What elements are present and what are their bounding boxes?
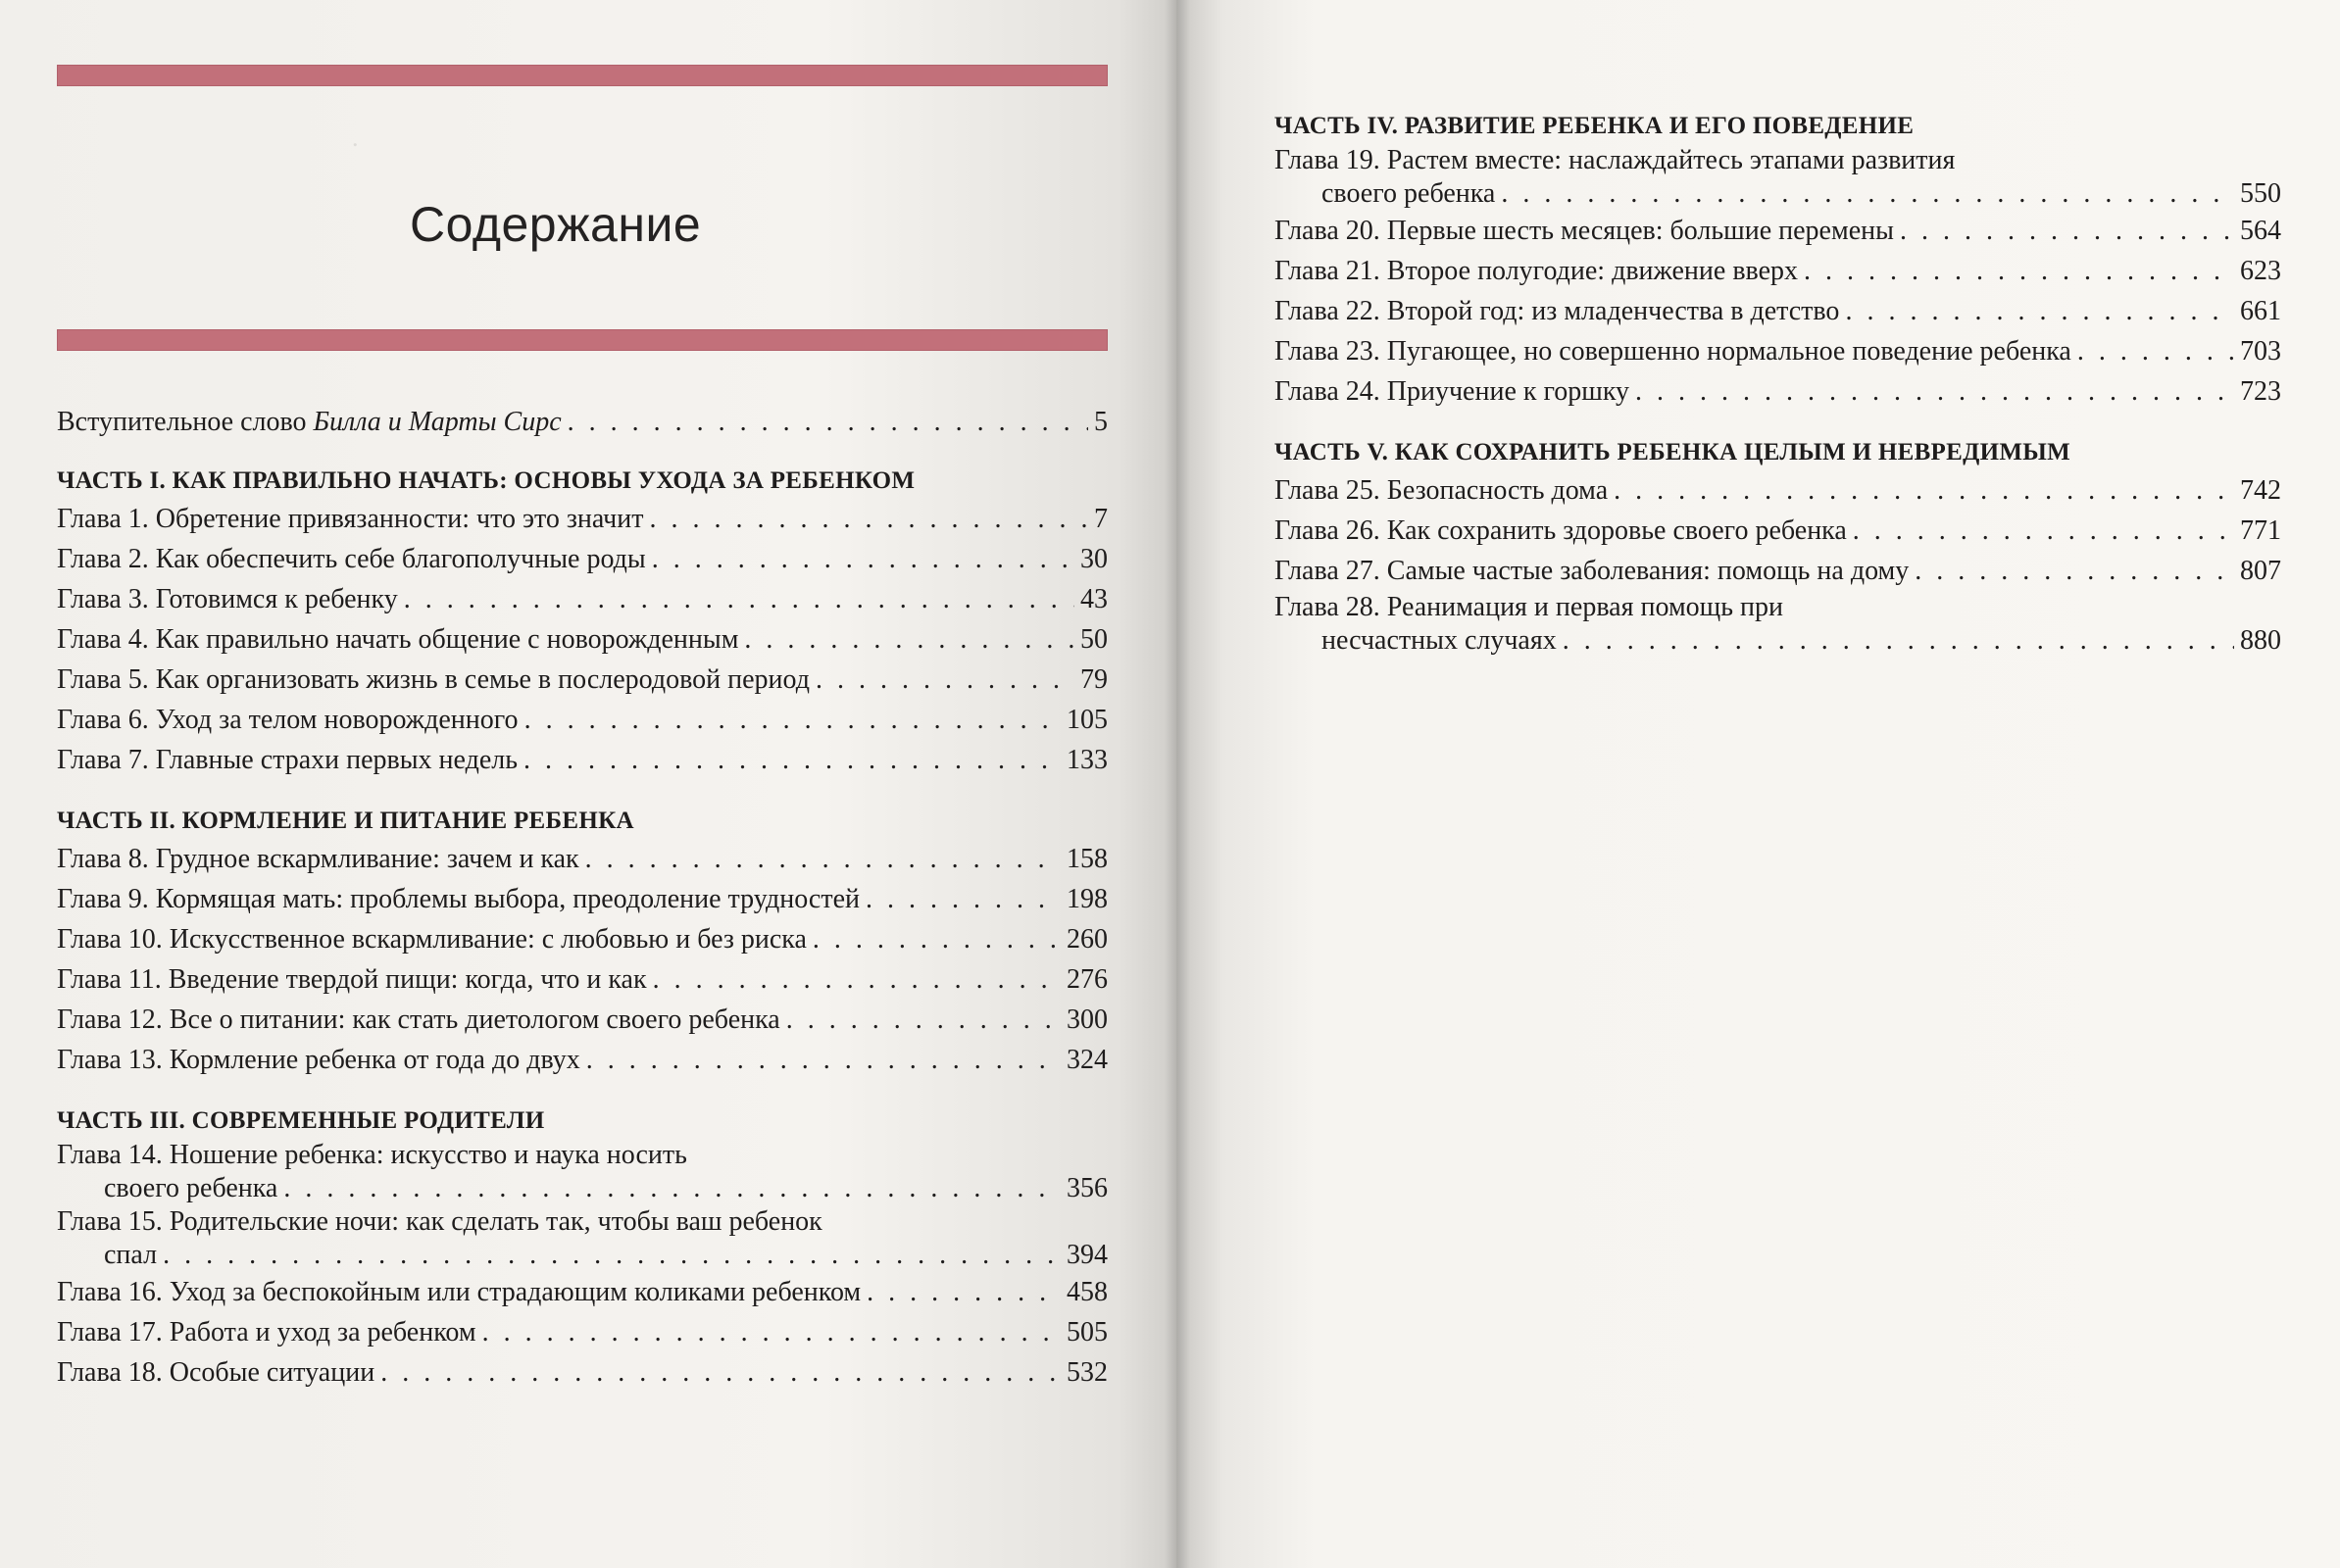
entry-page: 564 xyxy=(2240,216,2281,246)
leader-dots xyxy=(866,879,1061,919)
entry-page: 133 xyxy=(1067,745,1108,775)
entry-label: Глава 20. Первые шесть месяцев: большие перемены xyxy=(1274,216,1894,246)
toc-entry[interactable] xyxy=(57,1312,1108,1352)
entry-label: Глава 13. Кормление ребенка от года до двух xyxy=(57,1045,580,1075)
entry-label: Глава 4. Как правильно начать общение с новорожденным xyxy=(57,624,739,655)
entry-page: 79 xyxy=(1080,664,1108,695)
toc-entry[interactable] xyxy=(1274,371,2281,412)
entry-label-continued: своего ребенка xyxy=(1321,178,1496,209)
entry-label: Глава 8. Грудное вскармливание: зачем и как xyxy=(57,844,579,874)
entry-label-continued: своего ребенка xyxy=(104,1173,278,1203)
leader-dots xyxy=(380,1352,1061,1393)
part-heading[interactable]: ЧАСТЬ II. КОРМЛЕНИЕ И ПИТАНИЕ РЕБЕНКА xyxy=(57,808,634,834)
leader-dots xyxy=(1614,470,2234,511)
entry-page: 771 xyxy=(2240,515,2281,546)
entry-page: 50 xyxy=(1080,624,1108,655)
entry-label: Глава 23. Пугающее, но совершенно нормальное поведение ребенка xyxy=(1274,336,2071,367)
entry-label: Глава 15. Родительские ночи: как сделать так, чтобы ваш ребенок xyxy=(57,1206,822,1237)
entry-page: 300 xyxy=(1067,1004,1108,1035)
toc-entry[interactable] xyxy=(57,579,1108,619)
entry-label: Глава 10. Искусственное вскармливание: с любовью и без риска xyxy=(57,924,807,955)
toc-entry-foreword[interactable] xyxy=(57,402,1108,442)
entry-page: 276 xyxy=(1067,964,1108,995)
entry-label: Глава 7. Главные страхи первых недель xyxy=(57,745,519,775)
entry-page: 105 xyxy=(1067,705,1108,735)
entry-page: 703 xyxy=(2240,336,2281,367)
entry-label: Глава 2. Как обеспечить себе благополучные роды xyxy=(57,544,646,574)
toc-left-column xyxy=(57,402,1108,1420)
leader-dots xyxy=(653,959,1061,1000)
entry-label: Глава 28. Реанимация и первая помощь при xyxy=(1274,592,1783,622)
toc-entry[interactable] xyxy=(57,740,1108,780)
book-gutter xyxy=(1165,0,1190,1568)
toc-part xyxy=(1274,113,2281,412)
entry-label: Вступительное слово Билла и Марты Сирс xyxy=(57,407,562,437)
entry-label: Глава 24. Приучение к горшку xyxy=(1274,376,1630,407)
entry-page: 505 xyxy=(1067,1317,1108,1348)
entry-page: 723 xyxy=(2240,376,2281,407)
leader-dots xyxy=(404,579,1074,619)
entry-page: 807 xyxy=(2240,556,2281,586)
entry-label: Глава 17. Работа и уход за ребенком xyxy=(57,1317,476,1348)
toc-part xyxy=(57,467,1108,780)
entry-label: Глава 5. Как организовать жизнь в семье в послеродовой период xyxy=(57,664,810,695)
toc-part xyxy=(57,1107,1108,1393)
entry-page: 623 xyxy=(2240,256,2281,286)
toc-part xyxy=(1274,439,2281,658)
leader-dots xyxy=(482,1312,1061,1352)
toc-entry[interactable] xyxy=(57,619,1108,660)
entry-label: Глава 22. Второй год: из младенчества в детство xyxy=(1274,296,1840,326)
toc-entry[interactable] xyxy=(57,499,1108,539)
part-heading[interactable]: ЧАСТЬ III. СОВРЕМЕННЫЕ РОДИТЕЛИ xyxy=(57,1107,545,1134)
entry-label: Глава 9. Кормящая мать: проблемы выбора, преодоление трудностей xyxy=(57,884,860,914)
entry-page: 260 xyxy=(1067,924,1108,955)
leader-dots xyxy=(650,499,1089,539)
bottom-accent-bar xyxy=(57,329,1108,351)
leader-dots xyxy=(283,1172,1061,1205)
entry-label: Глава 19. Растем вместе: наслаждайтесь этапами развития xyxy=(1274,145,1956,175)
entry-continuation xyxy=(1274,624,2281,658)
entry-label: Глава 16. Уход за беспокойным или страдающим коликами ребенком xyxy=(57,1277,862,1307)
entry-page: 458 xyxy=(1067,1277,1108,1307)
toc-entry[interactable] xyxy=(57,839,1108,879)
leader-dots xyxy=(1853,511,2234,551)
toc-entry[interactable] xyxy=(57,1272,1108,1312)
entry-continuation xyxy=(57,1239,1108,1272)
entry-page: 7 xyxy=(1094,504,1108,534)
leader-dots xyxy=(1915,551,2234,591)
right-page xyxy=(1176,0,2340,1568)
toc-entry[interactable] xyxy=(57,1040,1108,1080)
toc-part xyxy=(57,808,1108,1080)
leader-dots xyxy=(816,660,1074,700)
leader-dots xyxy=(524,700,1061,740)
toc-entry[interactable] xyxy=(1274,211,2281,251)
leader-dots xyxy=(1501,177,2234,211)
leader-dots xyxy=(813,919,1061,959)
entry-continuation xyxy=(1274,177,2281,211)
toc-entry[interactable] xyxy=(1274,251,2281,291)
leader-dots xyxy=(744,619,1074,660)
toc-entry[interactable] xyxy=(57,1352,1108,1393)
entry-page: 880 xyxy=(2240,625,2281,656)
toc-entry[interactable] xyxy=(57,1205,1108,1272)
toc-entry[interactable] xyxy=(57,1000,1108,1040)
entry-label-continued: несчастных случаях xyxy=(1321,625,1557,656)
leader-dots xyxy=(1563,624,2234,658)
toc-entry[interactable] xyxy=(57,660,1108,700)
leader-dots xyxy=(2077,331,2234,371)
entry-label: Глава 12. Все о питании: как стать диетологом своего ребенка xyxy=(57,1004,780,1035)
leader-dots xyxy=(586,1040,1061,1080)
toc-entry[interactable] xyxy=(57,1139,1108,1205)
leader-dots xyxy=(585,839,1061,879)
entry-page: 550 xyxy=(2240,178,2281,209)
entry-label: Глава 14. Ношение ребенка: искусство и наука носить xyxy=(57,1140,687,1170)
entry-label: Глава 3. Готовимся к ребенку xyxy=(57,584,398,614)
leader-dots xyxy=(652,539,1074,579)
toc-entry[interactable] xyxy=(57,879,1108,919)
leader-dots xyxy=(568,402,1088,442)
toc-entry[interactable] xyxy=(57,539,1108,579)
entry-label: Глава 27. Самые частые заболевания: помощь на дому xyxy=(1274,556,1910,586)
part-heading[interactable]: ЧАСТЬ V. КАК СОХРАНИТЬ РЕБЕНКА ЦЕЛЫМ И НЕВРЕДИМЫМ xyxy=(1274,439,2070,466)
entry-page: 742 xyxy=(2240,475,2281,506)
toc-entry[interactable] xyxy=(1274,291,2281,331)
toc-entry[interactable] xyxy=(57,959,1108,1000)
toc-entry[interactable] xyxy=(1274,511,2281,551)
toc-entry[interactable] xyxy=(1274,551,2281,591)
entry-continuation xyxy=(57,1172,1108,1205)
entry-page: 43 xyxy=(1080,584,1108,614)
entry-page: 661 xyxy=(2240,296,2281,326)
leader-dots xyxy=(523,740,1061,780)
leader-dots xyxy=(786,1000,1061,1040)
entry-label: Глава 6. Уход за телом новорожденного xyxy=(57,705,519,735)
toc-entry[interactable] xyxy=(1274,331,2281,371)
left-parts xyxy=(57,467,1108,1393)
entry-label: Глава 1. Обретение привязанности: что это значит xyxy=(57,504,644,534)
entry-label-continued: спал xyxy=(104,1240,158,1270)
part-heading[interactable]: ЧАСТЬ IV. РАЗВИТИЕ РЕБЕНКА И ЕГО ПОВЕДЕНИЕ xyxy=(1274,113,1915,139)
leader-dots xyxy=(1845,291,2234,331)
entry-page: 198 xyxy=(1067,884,1108,914)
part-heading[interactable]: ЧАСТЬ I. КАК ПРАВИЛЬНО НАЧАТЬ: ОСНОВЫ УХОДА ЗА РЕБЕНКОМ xyxy=(57,467,916,494)
leader-dots xyxy=(1804,251,2234,291)
toc-entry[interactable] xyxy=(57,700,1108,740)
toc-entry[interactable] xyxy=(1274,591,2281,658)
toc-entry[interactable] xyxy=(1274,470,2281,511)
entry-page: 532 xyxy=(1067,1357,1108,1388)
bleed-through-text: . xyxy=(59,123,359,152)
foreword-authors: Билла и Марты Сирс xyxy=(313,407,562,437)
toc-entry[interactable] xyxy=(57,919,1108,959)
page-title: Содержание xyxy=(410,197,702,252)
leader-dots xyxy=(1900,211,2234,251)
entry-page: 356 xyxy=(1067,1173,1108,1203)
entry-label: Глава 26. Как сохранить здоровье своего ребенка xyxy=(1274,515,1847,546)
top-accent-bar xyxy=(57,65,1108,86)
entry-label: Глава 21. Второе полугодие: движение вверх xyxy=(1274,256,1799,286)
entry-label: Глава 25. Безопасность дома xyxy=(1274,475,1609,506)
entry-page: 30 xyxy=(1080,544,1108,574)
entry-page: 5 xyxy=(1094,407,1108,437)
leader-dots xyxy=(163,1239,1061,1272)
entry-label: Глава 11. Введение твердой пищи: когда, что и как xyxy=(57,964,647,995)
entry-page: 394 xyxy=(1067,1240,1108,1270)
toc-right-column xyxy=(1274,113,2281,685)
leader-dots xyxy=(1635,371,2234,412)
right-parts xyxy=(1274,113,2281,658)
toc-entry[interactable] xyxy=(1274,144,2281,211)
entry-page: 324 xyxy=(1067,1045,1108,1075)
leader-dots xyxy=(867,1272,1061,1312)
entry-label: Глава 18. Особые ситуации xyxy=(57,1357,375,1388)
entry-page: 158 xyxy=(1067,844,1108,874)
